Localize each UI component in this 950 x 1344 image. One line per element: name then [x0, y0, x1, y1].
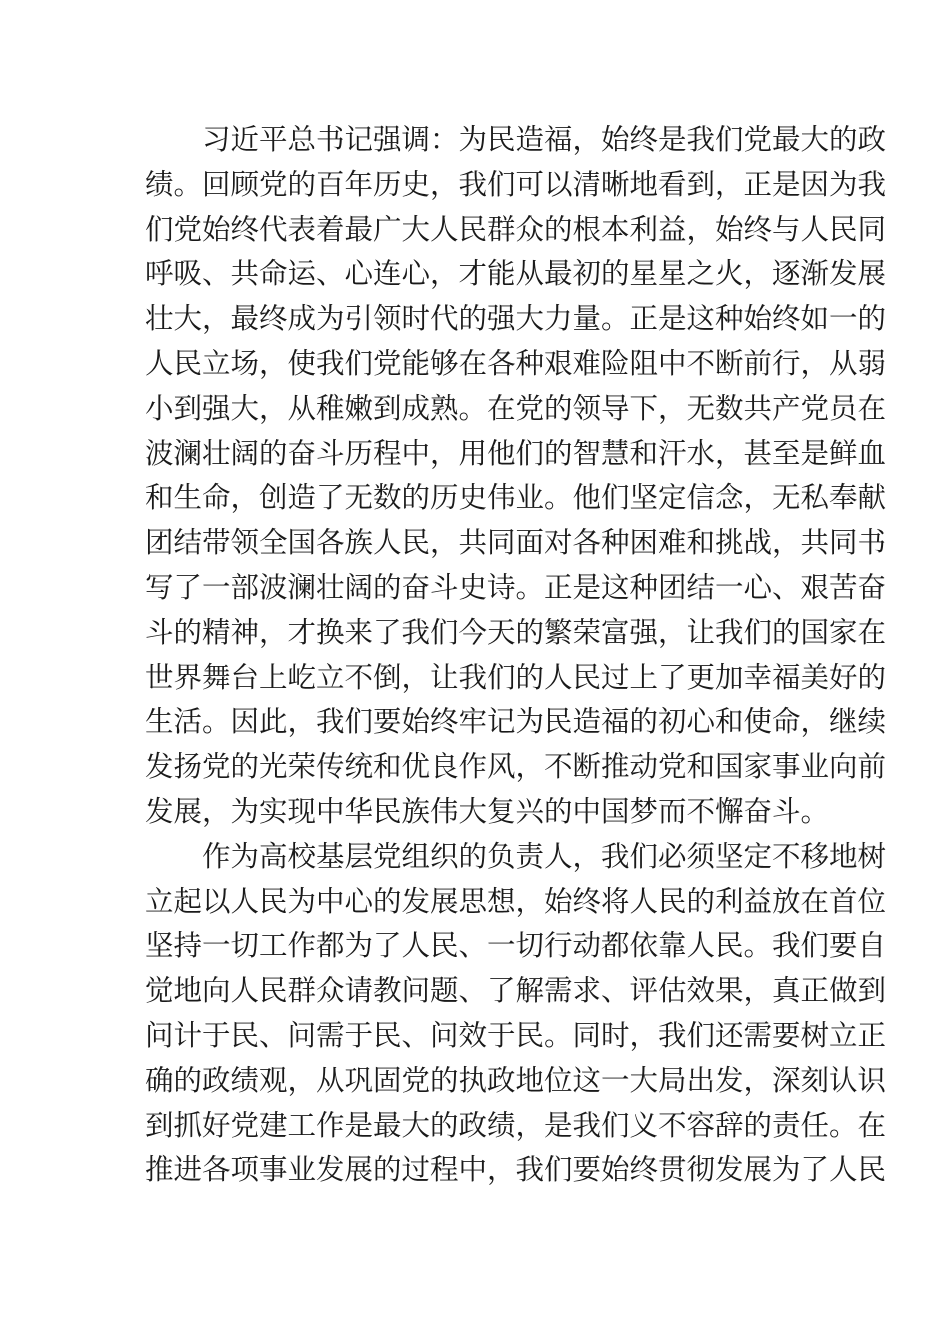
text-line: 和生命，创造了无数的历史伟业。他们坚定信念，无私奉献 — [145, 481, 887, 515]
text-line: 团结带领全国各族人民，共同面对各种困难和挑战，共同书 — [145, 526, 887, 560]
text-line: 呼吸、共命运、心连心，才能从最初的星星之火，逐渐发展 — [145, 257, 887, 291]
text-line: 发展，为实现中华民族伟大复兴的中国梦而不懈奋斗。 — [145, 794, 830, 828]
text-line: 推进各项事业发展的过程中，我们要始终贯彻发展为了人民 — [145, 1153, 887, 1187]
text-line: 立起以人民为中心的发展思想，始终将人民的利益放在首位 — [145, 884, 887, 918]
text-line: 问计于民、问需于民、问效于民。同时，我们还需要树立正 — [145, 1018, 887, 1052]
text-line: 人民立场，使我们党能够在各种艰难险阻中不断前行，从弱 — [145, 346, 887, 380]
text-line: 到抓好党建工作是最大的政绩，是我们义不容辞的责任。在 — [145, 1108, 887, 1142]
text-line: 发扬党的光荣传统和优良作风，不断推动党和国家事业向前 — [145, 750, 887, 784]
text-line: 习近平总书记强调：为民造福，始终是我们党最大的政 — [202, 123, 887, 156]
text-line: 绩。回顾党的百年历史，我们可以清晰地看到，正是因为我 — [145, 167, 887, 201]
paragraph-1 — [145, 118, 887, 835]
paragraph-2 — [145, 835, 887, 1193]
text-line: 波澜壮阔的奋斗历程中，用他们的智慧和汗水，甚至是鲜血 — [145, 436, 887, 470]
text-line: 坚持一切工作都为了人民、一切行动都依靠人民。我们要自 — [145, 929, 887, 963]
text-line: 们党始终代表着最广大人民群众的根本利益，始终与人民同 — [145, 212, 887, 246]
text-line: 生活。因此，我们要始终牢记为民造福的初心和使命，继续 — [145, 705, 887, 739]
text-line: 确的政绩观，从巩固党的执政地位这一大局出发，深刻认识 — [145, 1063, 887, 1097]
document-body — [145, 118, 887, 1193]
text-line: 作为高校基层党组织的负责人，我们必须坚定不移地树 — [202, 839, 887, 873]
text-line: 觉地向人民群众请教问题、了解需求、评估效果，真正做到 — [145, 974, 887, 1008]
text-line: 写了一部波澜壮阔的奋斗史诗。正是这种团结一心、艰苦奋 — [145, 570, 887, 604]
text-line: 斗的精神，才换来了我们今天的繁荣富强，让我们的国家在 — [145, 615, 887, 649]
text-line: 小到强大，从稚嫩到成熟。在党的领导下，无数共产党员在 — [145, 391, 887, 425]
text-line: 壮大，最终成为引领时代的强大力量。正是这种始终如一的 — [145, 302, 887, 336]
text-line: 世界舞台上屹立不倒，让我们的人民过上了更加幸福美好的 — [145, 660, 887, 694]
